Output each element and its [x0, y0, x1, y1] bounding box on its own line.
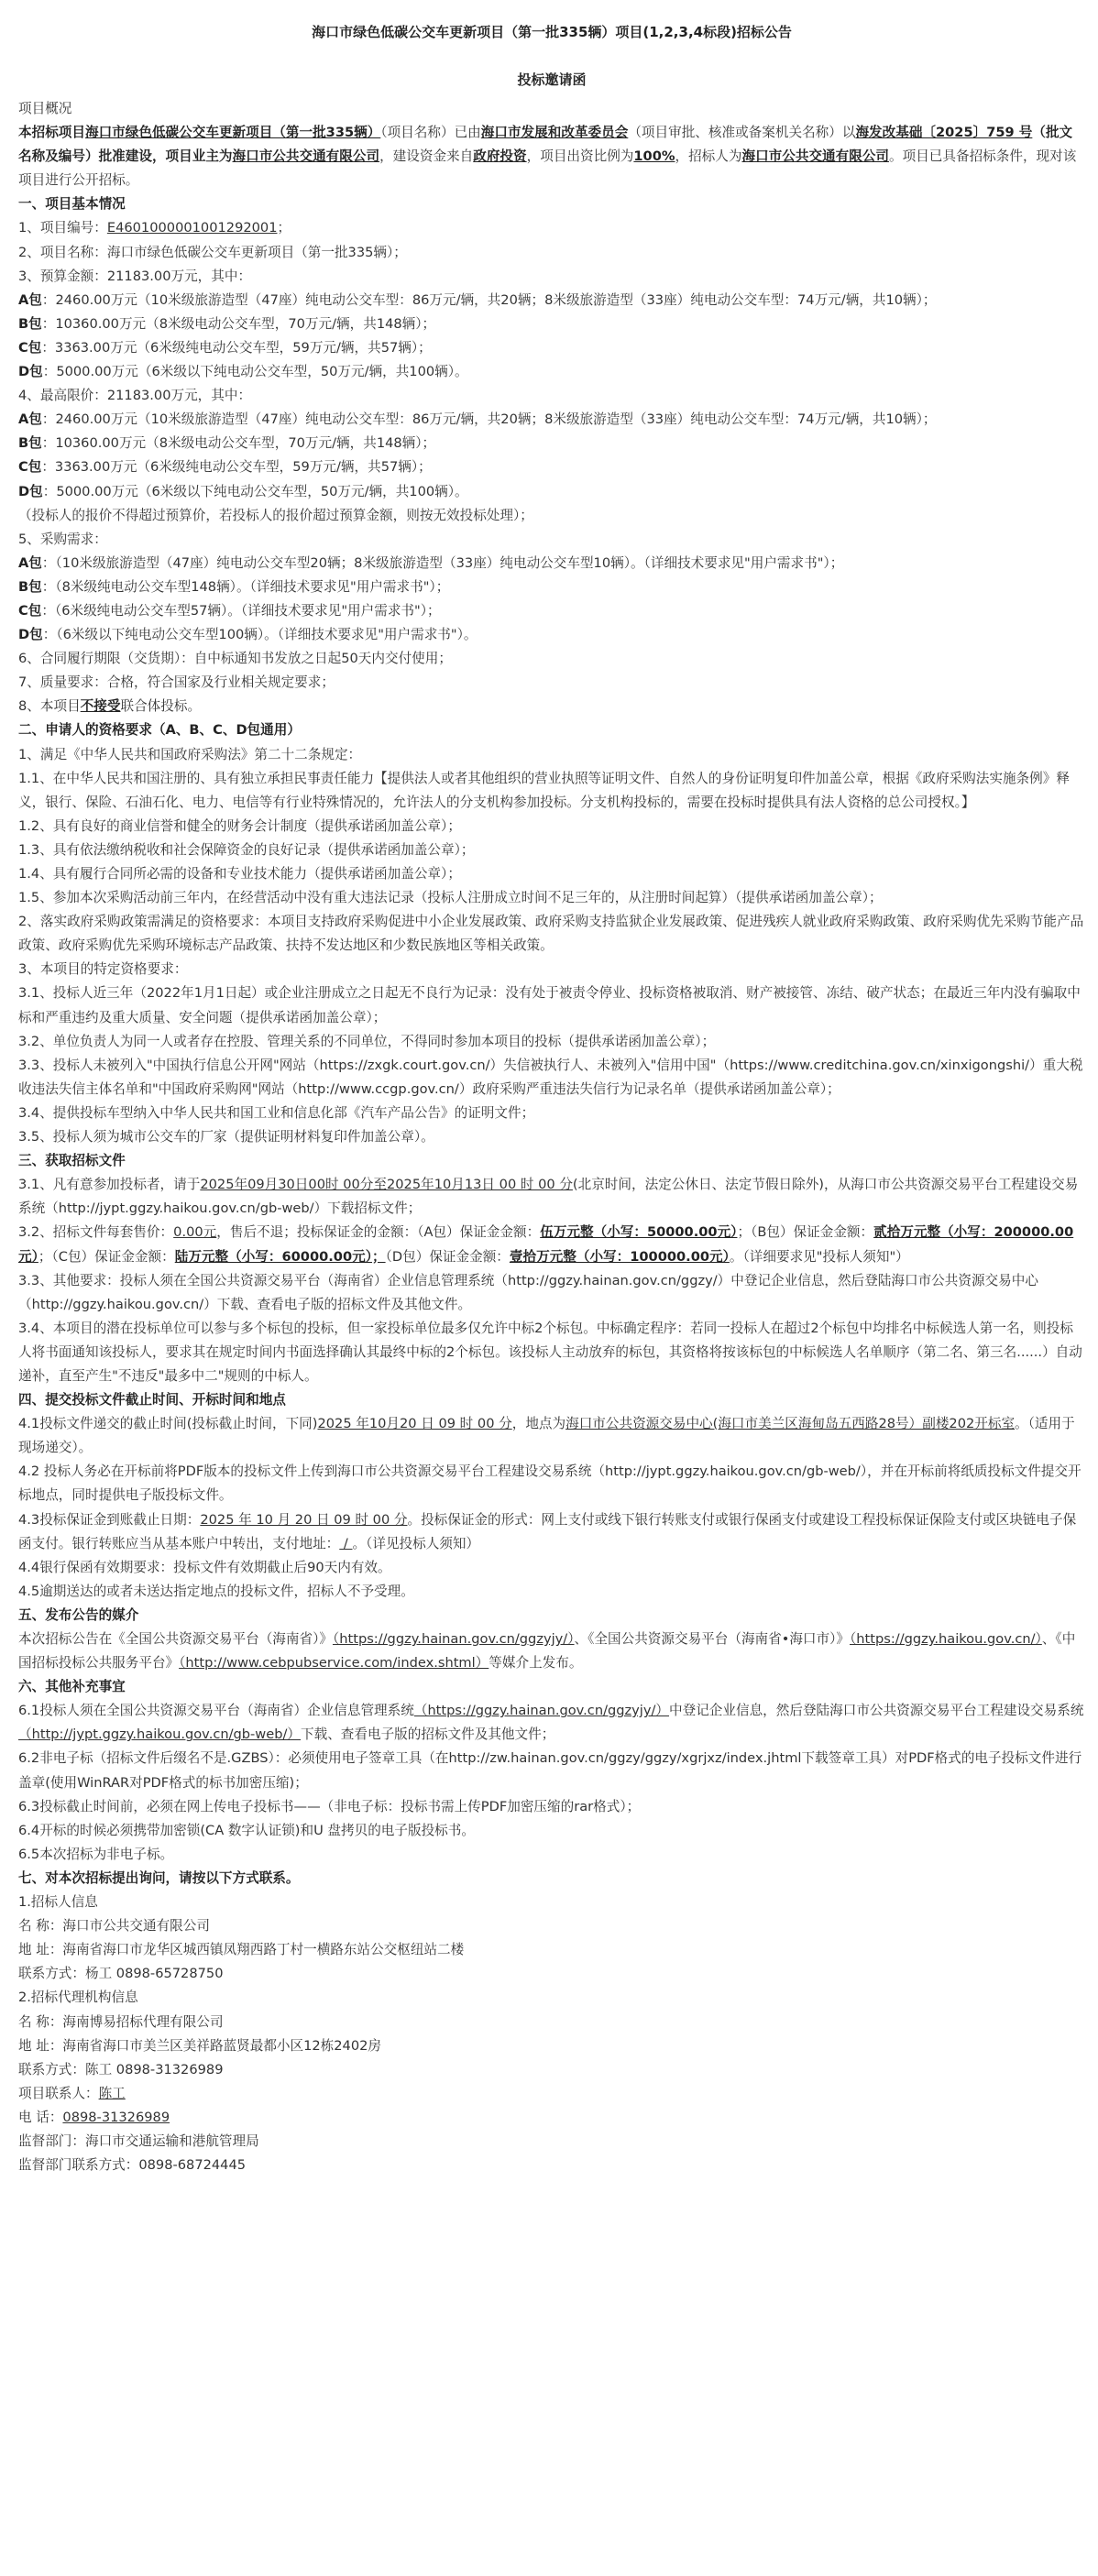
- consortium-not-accepted: 不接受: [80, 698, 121, 715]
- approval-doc-no: 海发改基础〔2025〕759 号: [855, 125, 1033, 141]
- other-6-2: 6.2非电子标（招标文件后缀名不是.GZBS）：必须使用电子签章工具（在http://zw.hainan.gov.cn/ggzy/ggzy/xgrjxz/index.jhtml下载签章工具）对PDF格式的电子投标文件进行盖章(使用WinRAR对PDF格式的标书加密压缩)；: [18, 1750, 1082, 1791]
- deposit-deadline: 2025 年 10 月 20 日 09 时 00 分: [200, 1511, 408, 1528]
- needs-d: D包：（6米级以下纯电动公交车型100辆）。（详细技术要求见"用户需求书"）。: [18, 627, 478, 643]
- hainan-ggzy-link-2[interactable]: （https://ggzy.hainan.gov.cn/ggzyjy/）: [413, 1703, 670, 1719]
- obtain-3-3: 3.3、其他要求：投标人须在全国公共资源交易平台（海南省）企业信息管理系统（http://ggzy.hainan.gov.cn/ggzy/）中登记企业信息，然后登陆海口市公共资源交易中心（http://ggzy.haikou.gov.cn/）下载、查看电子版的招标文件及其他文件。: [18, 1272, 1038, 1312]
- budget-a: A包：2460.00万元（10米级旅游造型（47座）纯电动公交车型：86万元/辆，共20辆；8米级旅游造型（33座）纯电动公交车型：74万元/辆，共10辆）；: [18, 291, 937, 308]
- max-price-c: C包：3363.00万元（6米级纯电动公交车型，59万元/辆，共57辆）；: [18, 459, 432, 476]
- project-name: 海口市绿色低碳公交车更新项目（第一批335辆）: [84, 125, 381, 141]
- haikou-ggzy-link[interactable]: （https://ggzy.haikou.gov.cn/）: [850, 1631, 1042, 1647]
- quality-requirement: 7、质量要求：合格，符合国家及行业相关规定要求；: [18, 674, 335, 691]
- qual-3-2: 3.2、单位负责人为同一人或者存在控股、管理关系的不同单位，不得同时参加本项目的投标（提供承诺函加盖公章）；: [18, 1033, 716, 1049]
- agency-contact: 联系方式：陈工 0898-31326989: [18, 2061, 224, 2077]
- qual-1-5: 1.5、参加本次采购活动前三年内，在经营活动中没有重大违法记录（投标人注册成立时间不足三年的，从注册时间起算）（提供承诺函加盖公章）；: [18, 890, 883, 906]
- qual-1-4: 1.4、具有履行合同所必需的设备和专业技术能力（提供承诺函加盖公章）；: [18, 866, 461, 882]
- project-contact: 项目联系人：陈工: [18, 2085, 126, 2101]
- section-2-heading: 二、申请人的资格要求（A、B、C、D包通用）: [18, 722, 301, 739]
- max-price-b: B包：10360.00万元（8米级电动公交车型，70万元/辆，共148辆）；: [18, 435, 436, 452]
- doc-price: 0.00元: [173, 1224, 217, 1241]
- submit-4-1: 4.1投标文件递交的截止时间(投标截止时间，下同)2025 年10月20 日 09 时 00 分，地点为海口市公共资源交易中心(海口市美兰区海甸岛五西路28号）副楼202开标室。（适用于现场递交）。: [18, 1416, 1075, 1456]
- project-contact-name: 陈工: [98, 2085, 126, 2101]
- bid-deadline: 2025 年10月20 日 09 时 00 分: [317, 1416, 512, 1432]
- needs-line: 5、采购需求：: [18, 531, 107, 547]
- cebpubservice-link[interactable]: （http://www.cebpubservice.com/index.shtml）: [179, 1655, 489, 1672]
- qual-1-1: 1.1、在中华人民共和国注册的、具有独立承担民事责任能力【提供法人或者其他组织的营业执照等证明文件、自然人的身份证明复印件加盖公章，根据《政府采购法实施条例》释义，银行、保险、石油石化、电力、电信等有行业特殊情况的，允许法人的分支机构参加投标。分支机构投标的，需要在投标时提供具有法人资格的总公司授权。】: [18, 770, 1070, 810]
- doc-download-period: 2025年09月30日00时 00分至2025年10月13日 00 时 00 分: [200, 1177, 573, 1193]
- tenderer-info-heading: 1.招标人信息: [18, 1894, 98, 1911]
- tenderer-contact: 联系方式：杨工 0898-65728750: [18, 1966, 224, 1982]
- qual-3-3: 3.3、投标人未被列入"中国执行信息公开网"网站（https://zxgk.court.gov.cn/）失信被执行人、未被列入"信用中国"（https://www.creditchina.gov.cn/xinxigongshi/）重大税收违法失信主体名单和"中国政府采购网"网站（http://www.ccgp.gov.cn/）政府采购严重违法失信行为记录名单（提供承诺函加盖公章）；: [18, 1057, 1083, 1097]
- budget-line: 3、预算金额：21183.00万元，其中：: [18, 268, 252, 284]
- price-note: （投标人的报价不得超过预算价，若投标人的报价超过预算金额，则按无效投标处理）；: [18, 507, 533, 523]
- funding-source: 政府投资: [473, 148, 527, 165]
- page-title: 海口市绿色低碳公交车更新项目（第一批335辆）项目(1,2,3,4标段)招标公告: [312, 24, 792, 40]
- hainan-ggzy-link[interactable]: （https://ggzy.hainan.gov.cn/ggzyjy/）: [332, 1631, 575, 1647]
- deposit-d: 壹拾万元整（小写：100000.00元）: [509, 1248, 730, 1265]
- section-7-heading: 七、对本次招标提出询问，请按以下方式联系。: [18, 1869, 300, 1886]
- project-no-line: 1、项目编号：E4601000001001292001；: [18, 220, 291, 236]
- section-3-heading: 三、获取招标文件: [18, 1153, 126, 1169]
- needs-a: A包：（10米级旅游造型（47座）纯电动公交车型20辆；8米级旅游造型（33座）纯电动公交车型10辆）。（详细技术要求见"用户需求书"）；: [18, 554, 844, 571]
- section-5-heading: 五、发布公告的媒介: [18, 1606, 139, 1623]
- deposit-b: 贰拾万元整（小写：200000.00元）: [18, 1224, 1074, 1265]
- overview-heading: 项目概况: [18, 101, 72, 116]
- budget-d: D包：5000.00万元（6米级以下纯电动公交车型，50万元/辆，共100辆）。: [18, 364, 468, 380]
- deposit-a: 伍万元整（小写：50000.00元）: [540, 1224, 738, 1241]
- tenderer-name: 名 称：海口市公共交通有限公司: [18, 1918, 210, 1935]
- overview-paragraph: 本招标项目海口市绿色低碳公交车更新项目（第一批335辆）（项目名称）已由海口市发展和改革委员会（项目审批、核准或备案机关名称）以海发改基础〔2025〕759 号（批文名称及编号）批准建设，项目业主为海口市公共交通有限公司，建设资金来自政府投资，项目出资比例为100%，招标人为海口市公共交通有限公司。项目已具备招标条件，现对该项目进行公开招标。: [18, 125, 1077, 189]
- qual-3-1: 3.1、投标人近三年（2022年1月1日起）或企业注册成立之日起无不良行为记录：没有处于被责令停业、投标资格被取消、财产被接管、冻结、破产状态；在最近三年内没有骗取中标和严重违约及重大质量、安全问题（提供承诺函加盖公章）；: [18, 985, 1081, 1025]
- qual-3: 3、本项目的特定资格要求：: [18, 961, 188, 978]
- section-4-heading: 四、提交投标文件截止时间、开标时间和地点: [18, 1392, 286, 1409]
- project-no: E4601000001001292001: [106, 220, 278, 236]
- other-6-4: 6.4开标的时候必须携带加密锁(CA 数字认证锁)和U 盘拷贝的电子版投标书。: [18, 1822, 475, 1838]
- tenderer: 海口市公共交通有限公司: [741, 148, 890, 165]
- max-price-d: D包：5000.00万元（6米级以下纯电动公交车型，50万元/辆，共100辆）。: [18, 483, 468, 499]
- project-name-line: 2、项目名称：海口市绿色低碳公交车更新项目（第一批335辆）；: [18, 244, 407, 260]
- supervisor-phone: 监督部门联系方式：0898-68724445: [18, 2157, 247, 2174]
- qual-1: 1、满足《中华人民共和国政府采购法》第二十二条规定：: [18, 746, 362, 762]
- qual-1-2: 1.2、具有良好的商业信誉和健全的财务会计制度（提供承诺函加盖公章）；: [18, 817, 461, 834]
- agency-name: 名 称：海南博易招标代理有限公司: [18, 2013, 224, 2030]
- agency-info-heading: 2.招标代理机构信息: [18, 1990, 138, 2006]
- qual-3-5: 3.5、投标人须为城市公交车的厂家（提供证明材料复印件加盖公章）。: [18, 1129, 434, 1145]
- payment-address: /: [339, 1535, 353, 1551]
- budget-b: B包：10360.00万元（8米级电动公交车型，70万元/辆，共148辆）；: [18, 315, 436, 332]
- media-paragraph: 本次招标公告在《全国公共资源交易平台（海南省）》（https://ggzy.hainan.gov.cn/ggzyjy/）、《全国公共资源交易平台（海南省•海口市）》（https://ggzy.haikou.gov.cn/）、《中国招标投标公共服务平台》（http://www.cebpubservice.com/index.shtml）等媒介上发布。: [18, 1631, 1076, 1672]
- haikou-jypt-link[interactable]: （http://jypt.ggzy.haikou.gov.cn/gb-web/）: [18, 1726, 301, 1743]
- project-phone: 电 话：0898-31326989: [18, 2109, 170, 2125]
- other-6-1: 6.1投标人须在全国公共资源交易平台（海南省）企业信息管理系统（https://ggzy.hainan.gov.cn/ggzyjy/）中登记企业信息，然后登陆海口市公共资源交易平台工程建设交易系统（http://jypt.ggzy.haikou.gov.cn/gb-web/）下载、查看电子版的招标文件及其他文件；: [18, 1703, 1084, 1743]
- section-1-heading: 一、项目基本情况: [18, 196, 126, 213]
- project-phone-number: 0898-31326989: [62, 2109, 170, 2125]
- other-6-3: 6.3投标截止时间前，必须在网上传电子投标书——（非电子标：投标书需上传PDF加密压缩的rar格式）；: [18, 1798, 641, 1814]
- max-price-a: A包：2460.00万元（10米级旅游造型（47座）纯电动公交车型：86万元/辆，共20辆；8米级旅游造型（33座）纯电动公交车型：74万元/辆，共10辆）；: [18, 411, 937, 428]
- max-price-line: 4、最高限价：21183.00万元，其中：: [18, 388, 252, 404]
- consortium-line: 8、本项目不接受联合体投标。: [18, 698, 202, 715]
- budget-c: C包：3363.00万元（6米级纯电动公交车型，59万元/辆，共57辆）；: [18, 339, 432, 356]
- page-subtitle: 投标邀请函: [517, 71, 587, 88]
- submit-4-3: 4.3投标保证金到账截止日期：2025 年 10 月 20 日 09 时 00 分。投标保证金的形式：网上支付或线下银行转账支付或银行保函支付或建设工程投标保证保险支付或区块链电子保函支付。银行转账应当从基本账户中转出，支付地址： / 。（详见投标人须知）: [18, 1511, 1077, 1551]
- section-6-heading: 六、其他补充事宜: [18, 1679, 126, 1695]
- needs-b: B包：（8米级纯电动公交车型148辆）。（详细技术要求见"用户需求书"）；: [18, 578, 450, 595]
- needs-c: C包：（6米级纯电动公交车型57辆）。（详细技术要求见"用户需求书"）；: [18, 602, 441, 619]
- tenderer-address: 地 址：海南省海口市龙华区城西镇凤翔西路丁村一横路东站公交枢纽站二楼: [18, 1942, 465, 1958]
- funding-ratio: 100%: [633, 148, 675, 165]
- obtain-3-1: 3.1、凡有意参加投标者，请于2025年09月30日00时 00分至2025年10月13日 00 时 00 分(北京时间，法定公休日、法定节假日除外)，从海口市公共资源交易平台工程建设交易系统（http://jypt.ggzy.haikou.gov.cn/gb-web/）下载招标文件；: [18, 1177, 1079, 1217]
- contract-period: 6、合同履行期限（交货期）：自中标通知书发放之日起50天内交付使用；: [18, 651, 452, 667]
- submit-4-2: 4.2 投标人务必在开标前将PDF版本的投标文件上传到海口市公共资源交易平台工程建设交易系统（http://jypt.ggzy.haikou.gov.cn/gb-web/），并在开标前将纸质投标文件提交开标地点，同时提供电子版投标文件。: [18, 1463, 1082, 1504]
- bid-opening-place: 海口市公共资源交易中心(海口市美兰区海甸岛五西路28号）副楼202开标室: [565, 1416, 1016, 1432]
- other-6-5: 6.5本次招标为非电子标。: [18, 1846, 174, 1862]
- qual-1-3: 1.3、具有依法缴纳税收和社会保障资金的良好记录（提供承诺函加盖公章）；: [18, 841, 475, 858]
- approver: 海口市发展和改革委员会: [480, 125, 629, 141]
- obtain-3-2: 3.2、招标文件每套售价：0.00元，售后不退；投标保证金的金额：（A包）保证金金额：伍万元整（小写：50000.00元）；（B包）保证金金额：贰拾万元整（小写：200000.00元）；（C包）保证金金额：陆万元整（小写：60000.00元）；（D包）保证金金额：壹拾万元整（小写：100000.00元）。（详细要求见"投标人须知"）: [18, 1224, 1074, 1265]
- submit-4-5: 4.5逾期送达的或者未送达指定地点的投标文件，招标人不予受理。: [18, 1583, 414, 1599]
- agency-address: 地 址：海南省海口市美兰区美祥路蓝贤最都小区12栋2402房: [18, 2037, 382, 2054]
- qual-3-4: 3.4、提供投标车型纳入中华人民共和国工业和信息化部《汽车产品公告》的证明文件；: [18, 1104, 535, 1121]
- obtain-3-4: 3.4、本项目的潜在投标单位可以参与多个标包的投标，但一家投标单位最多仅允许中标2个标包。中标确定程序：若同一投标人在超过2个标包中均排名中标候选人第一名，则投标人将书面通知该投标人，要求其在规定时间内书面选择确认其最终中标的2个标包。该投标人主动放弃的标包，其资格将按该标包的中标候选人名单顺序（第二名、第三名......）自动递补，直至产生"不违反"最多中二"规则的中标人。: [18, 1320, 1082, 1384]
- qual-2: 2、落实政府采购政策需满足的资格要求：本项目支持政府采购促进中小企业发展政策、政府采购支持监狱企业发展政策、促进残疾人就业政府采购政策、政府采购优先采购节能产品政策、政府采购优先采购环境标志产品政策、扶持不发达地区和少数民族地区等相关政策。: [18, 914, 1084, 954]
- deposit-c: 陆万元整（小写：60000.00元）；: [174, 1248, 386, 1265]
- project-owner: 海口市公共交通有限公司: [232, 148, 380, 165]
- submit-4-4: 4.4银行保函有效期要求：投标文件有效期截止后90天内有效。: [18, 1559, 391, 1575]
- supervisor: 监督部门：海口市交通运输和港航管理局: [18, 2132, 259, 2149]
